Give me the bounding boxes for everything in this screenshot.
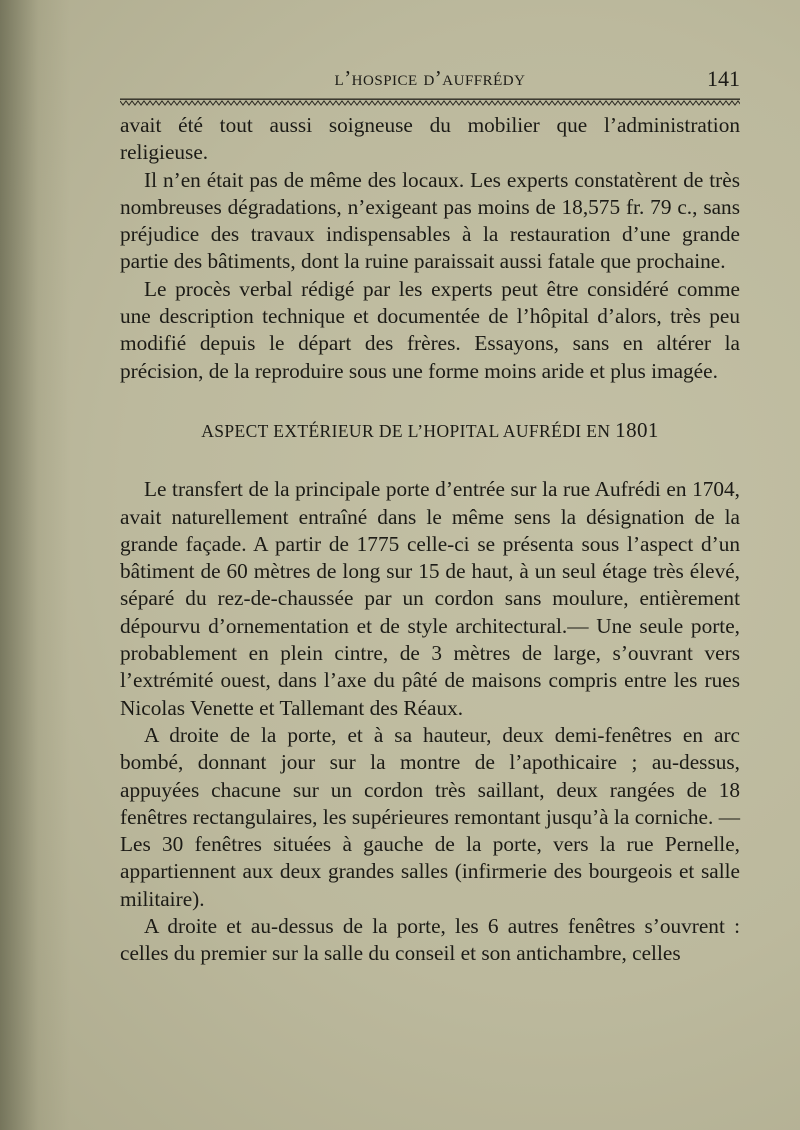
- paragraph: A droite et au-dessus de la porte, les 6 autres fenêtres s’ouvrent : celles du premier sur la salle du conseil et son antichambre, celles: [120, 914, 740, 966]
- section-heading-text: ASPECT EXTÉRIEUR DE L’HOPITAL AUFRÉDI EN: [201, 420, 611, 441]
- section-heading-year: 1801: [615, 417, 659, 442]
- binding-shadow: [0, 0, 70, 1130]
- ornamental-rule: [120, 98, 740, 106]
- page-number: 141: [707, 66, 740, 91]
- section-heading: [120, 417, 740, 445]
- running-head: [120, 66, 740, 96]
- paragraph: A droite de la porte, et à sa hauteur, deux demi-fenêtres en arc bombé, donnant jour sur la montre de l’apothicaire ; au-dessus, appuyées chacune sur un cordon très saillant, deux rangées de 18 fenêtres rectangulaires, les supérieures remontant jusqu’à la corniche. — Les 30 fenêtres situées à gauche de la porte, vers la rue Pernelle, appartiennent aux deux grandes salles (infirmerie des bourgeois et salle militaire).: [120, 722, 740, 911]
- paragraph: Le transfert de la principale porte d’entrée sur la rue Aufrédi en 1704, avait naturellement entraîné dans le même sens la désignation de la grande façade. A partir de 1775 celle-ci se présenta sous l’aspect d’un bâtiment de 60 mètres de long sur 15 de haut, à un seul étage très élevé, séparé du rez-de-chaussée par un cordon sans moulure, entièrement dépourvu d’ornementation et de style architectural.— Une seule porte, probablement en plein cintre, de 3 mètres de large, s’ouvrant vers l’extrémité ouest, dans l’axe du pâté de maisons compris entre les rues Nicolas Venette et Tallemant des Réaux.: [120, 477, 740, 720]
- body-text: [120, 112, 740, 968]
- paragraph: Le procès verbal rédigé par les experts peut être considéré comme une description technique et documentée de l’hôpital d’alors, très peu modifié depuis le départ des frères. Essayons, sans en altérer la précision, de la reproduire sous une forme moins aride et plus imagée.: [120, 276, 740, 383]
- running-title: l’hospice d’auffrédy: [334, 66, 526, 90]
- paragraph: Il n’en était pas de même des locaux. Les experts constatèrent de très nombreuses dégradations, n’exigeant pas moins de 18,575 fr. 79 c., sans préjudice des travaux indispensables à la restauration d’une grande partie des bâtiments, dont la ruine paraissait aussi fatale que prochaine.: [120, 167, 740, 274]
- paragraph: avait été tout aussi soigneuse du mobilier que l’administration religieuse.: [120, 113, 740, 165]
